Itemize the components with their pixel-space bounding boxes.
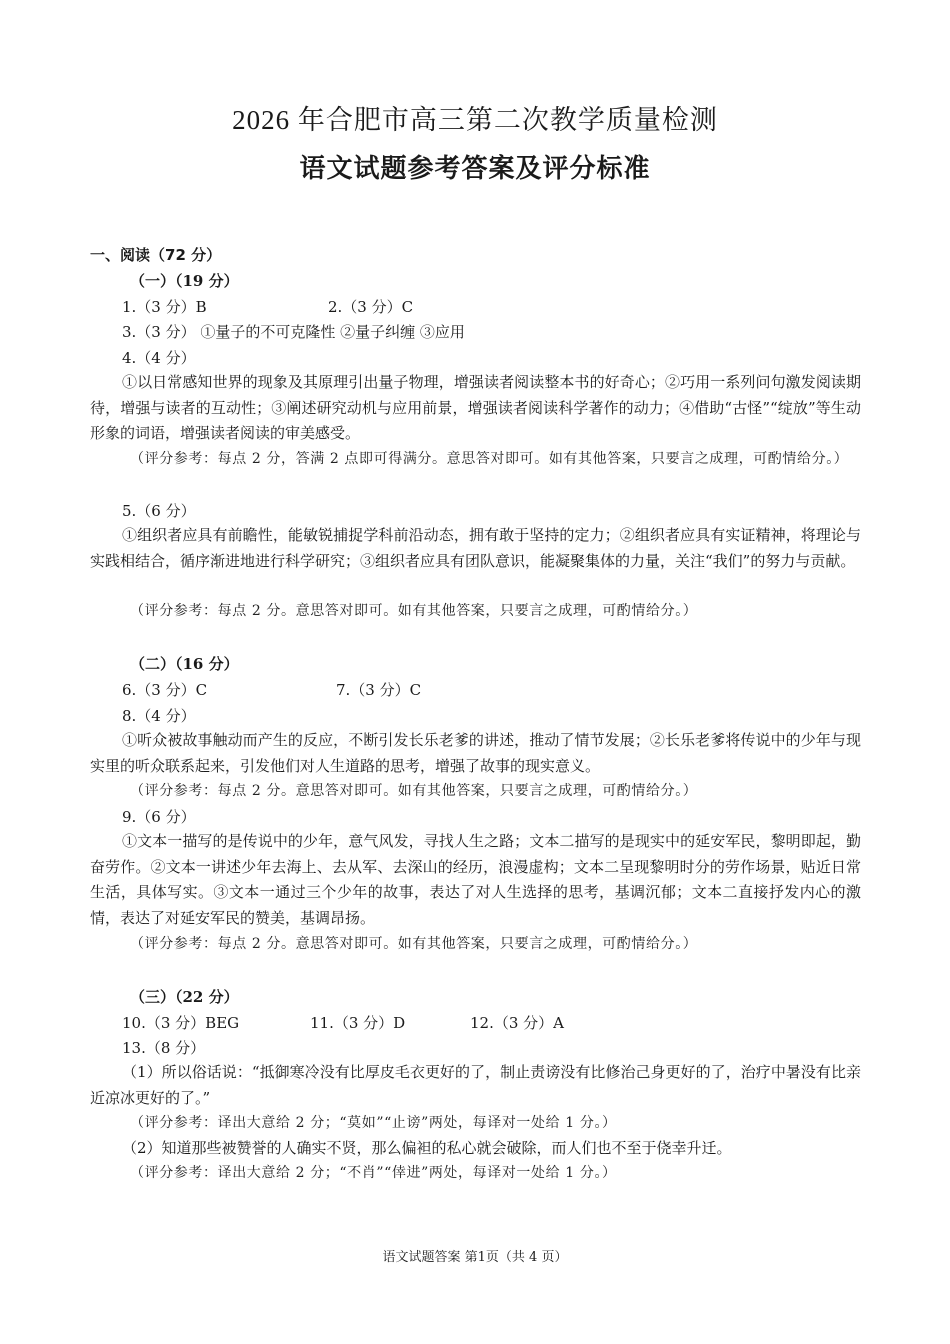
q9-scoring-note: （评分参考：每点 2 分。意思答对即可。如有其他答案，只要言之成理，可酌情给分。） <box>130 936 698 952</box>
answer-q1: 1.（3 分）B <box>122 298 207 316</box>
part3-heading: （三）（22 分） <box>130 988 239 1006</box>
answer-q2: 2.（3 分）C <box>328 298 414 316</box>
q8-heading: 8.（4 分） <box>122 707 196 725</box>
q5-heading: 5.（6 分） <box>122 502 196 520</box>
q8-scoring-note: （评分参考：每点 2 分。意思答对即可。如有其他答案，只要言之成理，可酌情给分。） <box>130 783 698 799</box>
section-reading-heading: 一、阅读（72 分） <box>90 246 222 264</box>
exam-title: 2026 年合肥市高三第二次教学质量检测 <box>232 105 718 135</box>
q4-scoring-note: （评分参考：每点 2 分，答满 2 点即可得满分。意思答对即可。如有其他答案，只要言之成理，可酌情给分。） <box>130 451 849 467</box>
q13-1-scoring-note: （评分参考：译出大意给 2 分；“莫如”“止谤”两处，每译对一处给 1 分。） <box>130 1115 617 1131</box>
answer-q9: ①文本一描写的是传说中的少年，意气风发，寻找人生之路；文本二描写的是现实中的延安军民，黎明即起，勤奋劳作。②文本一讲述少年去海上、去从军、去深山的经历，浪漫虚构；文本二呈现黎明时分的劳作场景，贴近日常生活，具体写实。③文本一通过三个少年的故事，表达了对人生选择的思考，基调沉郁；文本二直接抒发内心的激情，表达了对延安军民的赞美，基调昂扬。 <box>90 832 861 927</box>
answer-q8: ①听众被故事触动而产生的反应，不断引发长乐老爹的讲述，推动了情节发展；②长乐老爹将传说中的少年与现实里的听众联系起来，引发他们对人生道路的思考，增强了故事的现实意义。 <box>90 731 861 775</box>
answer-q4: ①以日常感知世界的现象及其原理引出量子物理，增强读者阅读整本书的好奇心；②巧用一系列问句激发阅读期待，增强与读者的互动性；③阐述研究动机与应用前景，增强读者阅读科学著作的动力；④借助“古怪”“绽放”等生动形象的词语，增强读者阅读的审美感受。 <box>90 373 861 442</box>
answer-q10: 10.（3 分）BEG <box>122 1014 240 1032</box>
document-subtitle: 语文试题参考答案及评分标准 <box>299 154 651 184</box>
part2-heading: （二）（16 分） <box>130 655 239 673</box>
answer-q12: 12.（3 分）A <box>470 1014 564 1032</box>
answer-q6: 6.（3 分）C <box>122 681 208 699</box>
answer-q5: ①组织者应具有前瞻性，能敏锐捕捉学科前沿动态，拥有敢于坚持的定力；②组织者应具有实证精神，将理论与实践相结合，循序渐进地进行科学研究；③组织者应具有团队意识，能凝聚集体的力量，关注“我们”的努力与贡献。 <box>90 526 861 570</box>
q9-heading: 9.（6 分） <box>122 808 196 826</box>
answer-q11: 11.（3 分）D <box>310 1014 406 1032</box>
answer-q3: 3.（3 分） ①量子的不可克隆性 ②量子纠缠 ③应用 <box>122 323 465 341</box>
q5-scoring-note: （评分参考：每点 2 分。意思答对即可。如有其他答案，只要言之成理，可酌情给分。） <box>130 603 698 619</box>
answer-q7: 7.（3 分）C <box>336 681 422 699</box>
answer-q13-1: （1）所以俗话说：“抵御寒冷没有比厚皮毛衣更好的了，制止责谤没有比修治己身更好的了，治疗中暑没有比亲近凉冰更好的了。” <box>90 1063 861 1107</box>
page-footer: 语文试题答案 第1页（共 4 页） <box>382 1250 568 1265</box>
q4-heading: 4.（4 分） <box>122 349 196 367</box>
q13-2-scoring-note: （评分参考：译出大意给 2 分；“不肖”“倖进”两处，每译对一处给 1 分。） <box>130 1165 617 1181</box>
q13-heading: 13.（8 分） <box>122 1039 206 1057</box>
answer-q13-2: （2）知道那些被赞誉的人确实不贤，那么偏袒的私心就会破除，而人们也不至于侥幸升迁。 <box>122 1139 732 1157</box>
part1-heading: （一）（19 分） <box>130 272 239 290</box>
